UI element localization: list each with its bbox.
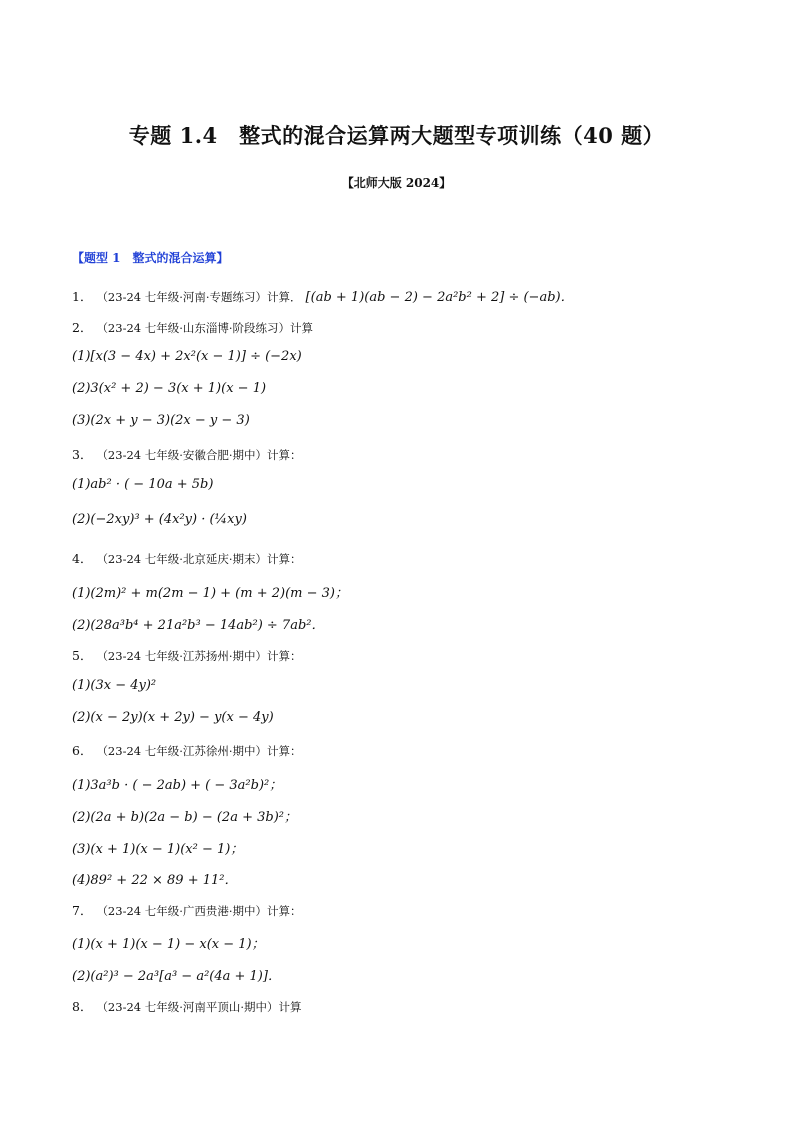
- question-number: 7．: [72, 903, 93, 918]
- question-number: 8．: [72, 999, 93, 1014]
- question-source: （23-24 七年级·河南平顶山·期中）计算: [96, 1000, 302, 1014]
- question-6-part-4: (4)89² + 22 × 89 + 11²．: [72, 873, 238, 888]
- question-3-part-1: (1)ab² · ( − 10a + 5b): [72, 477, 214, 492]
- question-7: [72, 901, 302, 919]
- question-3-part-2: (2)(−2xy)³ + (4x²y) · (¼xy): [72, 512, 247, 527]
- question-2-part-1: (1)[x(3 − 4x) + 2x²(x − 1)] ÷ (−2x): [72, 349, 302, 364]
- question-3: [72, 445, 302, 463]
- question-number: 1．: [72, 289, 93, 304]
- question-source: （23-24 七年级·山东淄博·阶段练习）计算: [96, 321, 314, 335]
- question-number: 6．: [72, 743, 93, 758]
- question-5-part-2: (2)(x − 2y)(x + 2y) − y(x − 4y): [72, 710, 274, 725]
- question-2-part-2: (2)3(x² + 2) − 3(x + 1)(x − 1): [72, 381, 267, 396]
- section-heading: 【题型 1 整式的混合运算】: [72, 251, 229, 265]
- document-title: 专题 1.4 整式的混合运算两大题型专项训练（40 题）: [128, 123, 665, 148]
- question-source: （23-24 七年级·广西贵港·期中）计算：: [96, 904, 302, 918]
- question-source: （23-24 七年级·北京延庆·期末）计算：: [96, 552, 302, 566]
- question-5-part-1: (1)(3x − 4y)²: [72, 678, 157, 693]
- question-6-part-3: (3)(x + 1)(x − 1)(x² − 1)；: [72, 842, 244, 857]
- question-number: 2．: [72, 320, 93, 335]
- question-4-part-2: (2)(28a³b⁴ + 21a²b³ − 14ab²) ÷ 7ab²．: [72, 618, 325, 633]
- question-expression: [(ab + 1)(ab − 2) − 2a²b² + 2] ÷ (−ab)．: [305, 290, 574, 305]
- question-source: （23-24 七年级·江苏徐州·期中）计算：: [96, 744, 302, 758]
- question-source: （23-24 七年级·江苏扬州·期中）计算：: [96, 649, 302, 663]
- question-6-part-2: (2)(2a + b)(2a − b) − (2a + 3b)²；: [72, 810, 297, 825]
- question-number: 4．: [72, 551, 93, 566]
- question-number: 5．: [72, 648, 93, 663]
- question-2-part-3: (3)(2x + y − 3)(2x − y − 3): [72, 413, 250, 428]
- question-6-part-1: (1)3a³b · ( − 2ab) + ( − 3a²b)²；: [72, 778, 283, 793]
- question-7-part-1: (1)(x + 1)(x − 1) − x(x − 1)；: [72, 937, 265, 952]
- question-2: [72, 318, 313, 336]
- question-source: （23-24 七年级·安徽合肥·期中）计算：: [96, 448, 302, 462]
- question-4-part-1: (1)(2m)² + m(2m − 1) + (m + 2)(m − 3)；: [72, 586, 348, 601]
- question-7-part-2: (2)(a²)³ − 2a³[a³ − a²(4a + 1)]．: [72, 969, 281, 984]
- question-number: 3．: [72, 447, 93, 462]
- question-4: [72, 549, 302, 567]
- question-6: [72, 741, 302, 759]
- question-1: [72, 286, 574, 305]
- question-8: [72, 997, 302, 1015]
- question-source: （23-24 七年级·河南·专题练习）计算．: [96, 290, 302, 304]
- edition-label: 【北师大版 2024】: [341, 176, 452, 190]
- question-5: [72, 646, 302, 664]
